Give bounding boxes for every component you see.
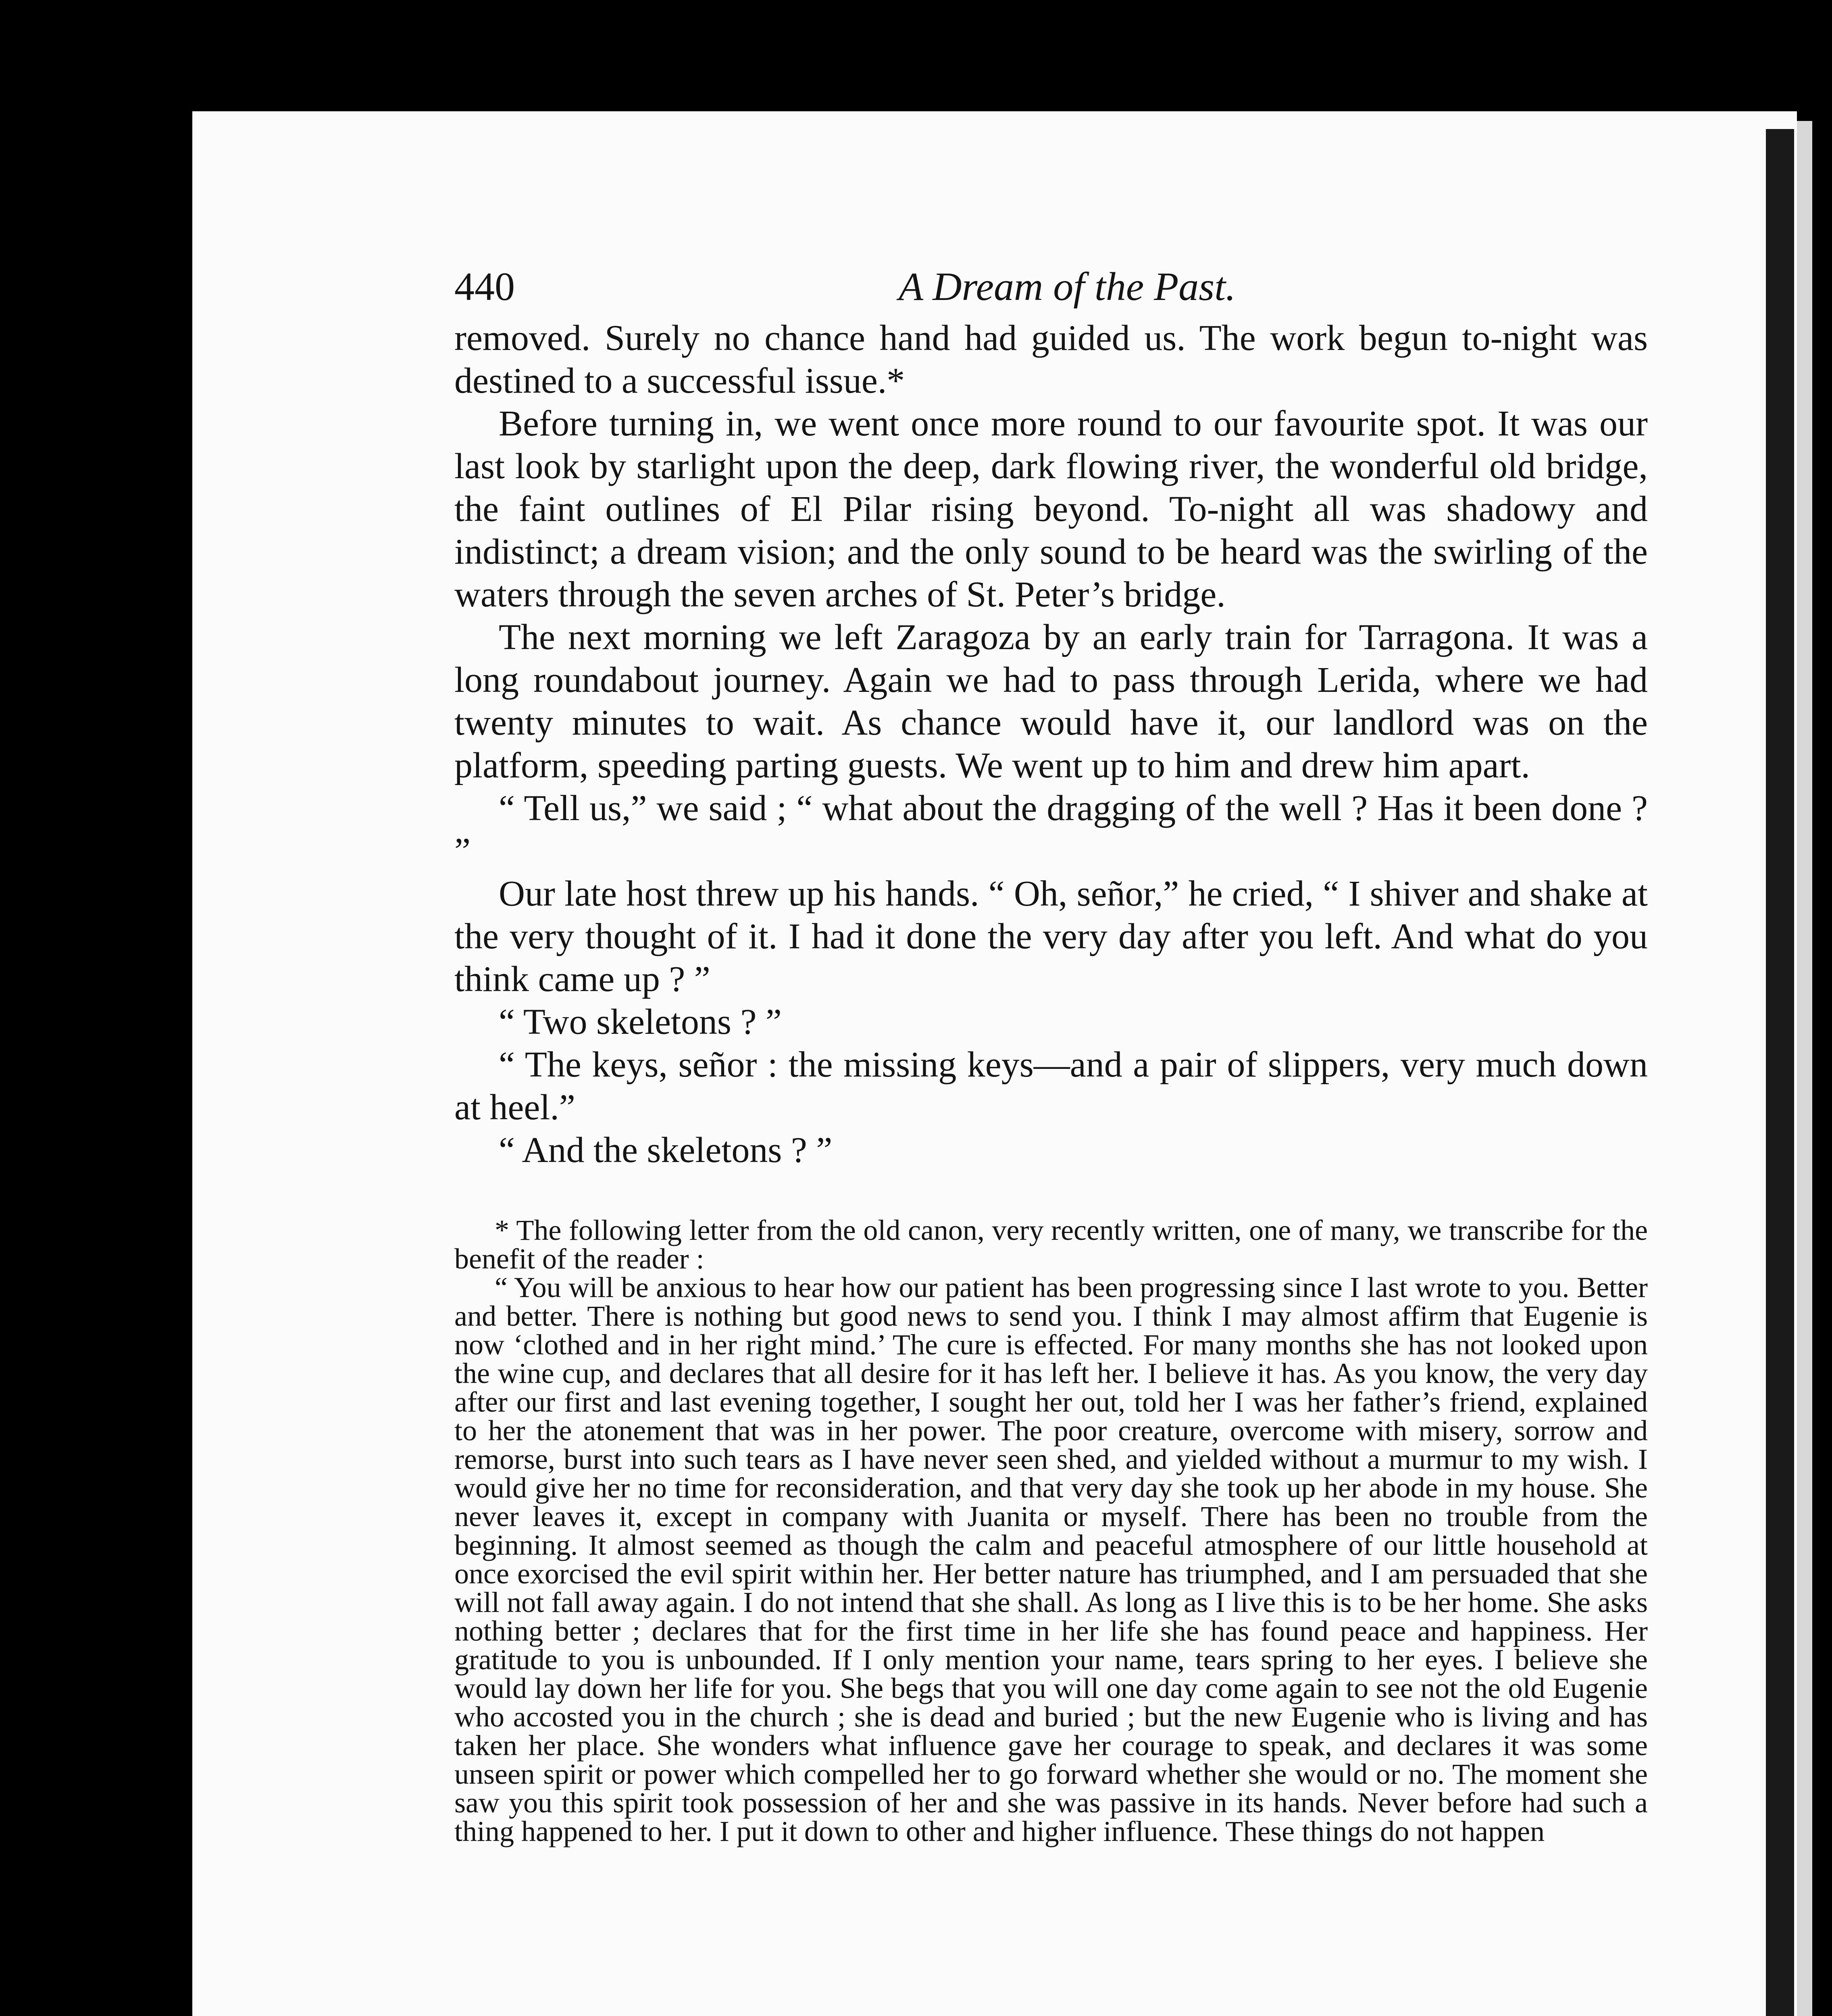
page-gutter-shadow [1766, 129, 1794, 2016]
paragraph: removed. Surely no chance hand had guided us. The work begun to-night was destined to a successful issue.* [454, 318, 1648, 401]
page-header [454, 256, 1648, 317]
paragraph: “ The keys, señor : the missing keys—and a pair of slippers, very much down at heel.” [454, 1045, 1648, 1127]
paragraph: Our late host threw up his hands. “ Oh, señor,” he cried, “ I shiver and shake at the very thought of it. I had it done the very day after you left. And what do you think came up ? ” [454, 874, 1648, 999]
footnote-intro: * The following letter from the old canon, very recently written, one of many, we transcribe for the benefit of the reader : [454, 1214, 1648, 1275]
paragraph: “ Tell us,” we said ; “ what about the dragging of the well ? Has it been done ? ” [454, 788, 1648, 871]
running-title: A Dream of the Past. [898, 264, 1236, 309]
footnote-letter: “ You will be anxious to hear how our patient has been progressing since I last wrote to you. Better and better. There is nothing but good news to send you. I think I may almost affirm that Eugenie is now ‘clothed and in her right mind.’ The cure is effected. For many months she has not looked upon the wine cup, and declares that all desire for it has left her. I believe it has. As you know, the very day after our first and last evening together, I sought her out, told her I was her father’s friend, explained to her the atonement that was in her power. The poor creature, overcome with misery, sorrow and remorse, burst into such tears as I have never seen shed, and yielded without a murmur to my wish. I would give her no time for reconsideration, and that very day she took up her abode in my house. She never leaves it, except in company with Juanita or myself. There has been no trouble from the beginning. It almost seemed as though the calm and peaceful atmosphere of our little household at once exorcised the evil spirit within her. Her better nature has triumphed, and I am persuaded that she will not fall away again. I do not intend that she shall. As long as I live this is to be her home. She asks nothing better ; declares that for the first time in her life she has found peace and happiness. Her gratitude to you is unbounded. If I only mention your name, tears spring to her eyes. I believe she would lay down her life for you. She begs that you will one day come again to see not the old Eugenie who accosted you in the church ; she is dead and buried ; but the new Eugenie who is living and has taken her place. She wonders what influence gave her courage to speak, and declares it was some unseen spirit or power which compelled her to go forward whether she would or no. The moment she saw you this spirit took possession of her and she was passive in its hands. Never before had such a thing happened to her. I put it down to other and higher influence. These things do not happen [454, 1271, 1648, 1847]
paragraph: Before turning in, we went once more round to our favourite spot. It was our last look by starlight upon the deep, dark flowing river, the wonderful old bridge, the faint outlines of El Pilar rising beyond. To-night all was shadowy and indistinct; a dream vision; and the only sound to be heard was the swirling of the waters through the seven arches of St. Peter’s bridge. [454, 404, 1648, 614]
footnote [454, 1216, 1648, 1846]
paragraph: “ Two skeletons ? ” [499, 1002, 782, 1042]
page-number: 440 [454, 264, 515, 309]
paragraph: The next morning we left Zaragoza by an early train for Tarragona. It was a long roundabout journey. Again we had to pass through Lerida, where we had twenty minutes to wait. As chance would have it, our landlord was on the platform, speeding parting guests. We went up to him and drew him apart. [454, 617, 1648, 785]
paragraph: “ And the skeletons ? ” [499, 1130, 833, 1170]
body-text [454, 317, 1648, 1172]
book-page [192, 111, 1797, 2016]
